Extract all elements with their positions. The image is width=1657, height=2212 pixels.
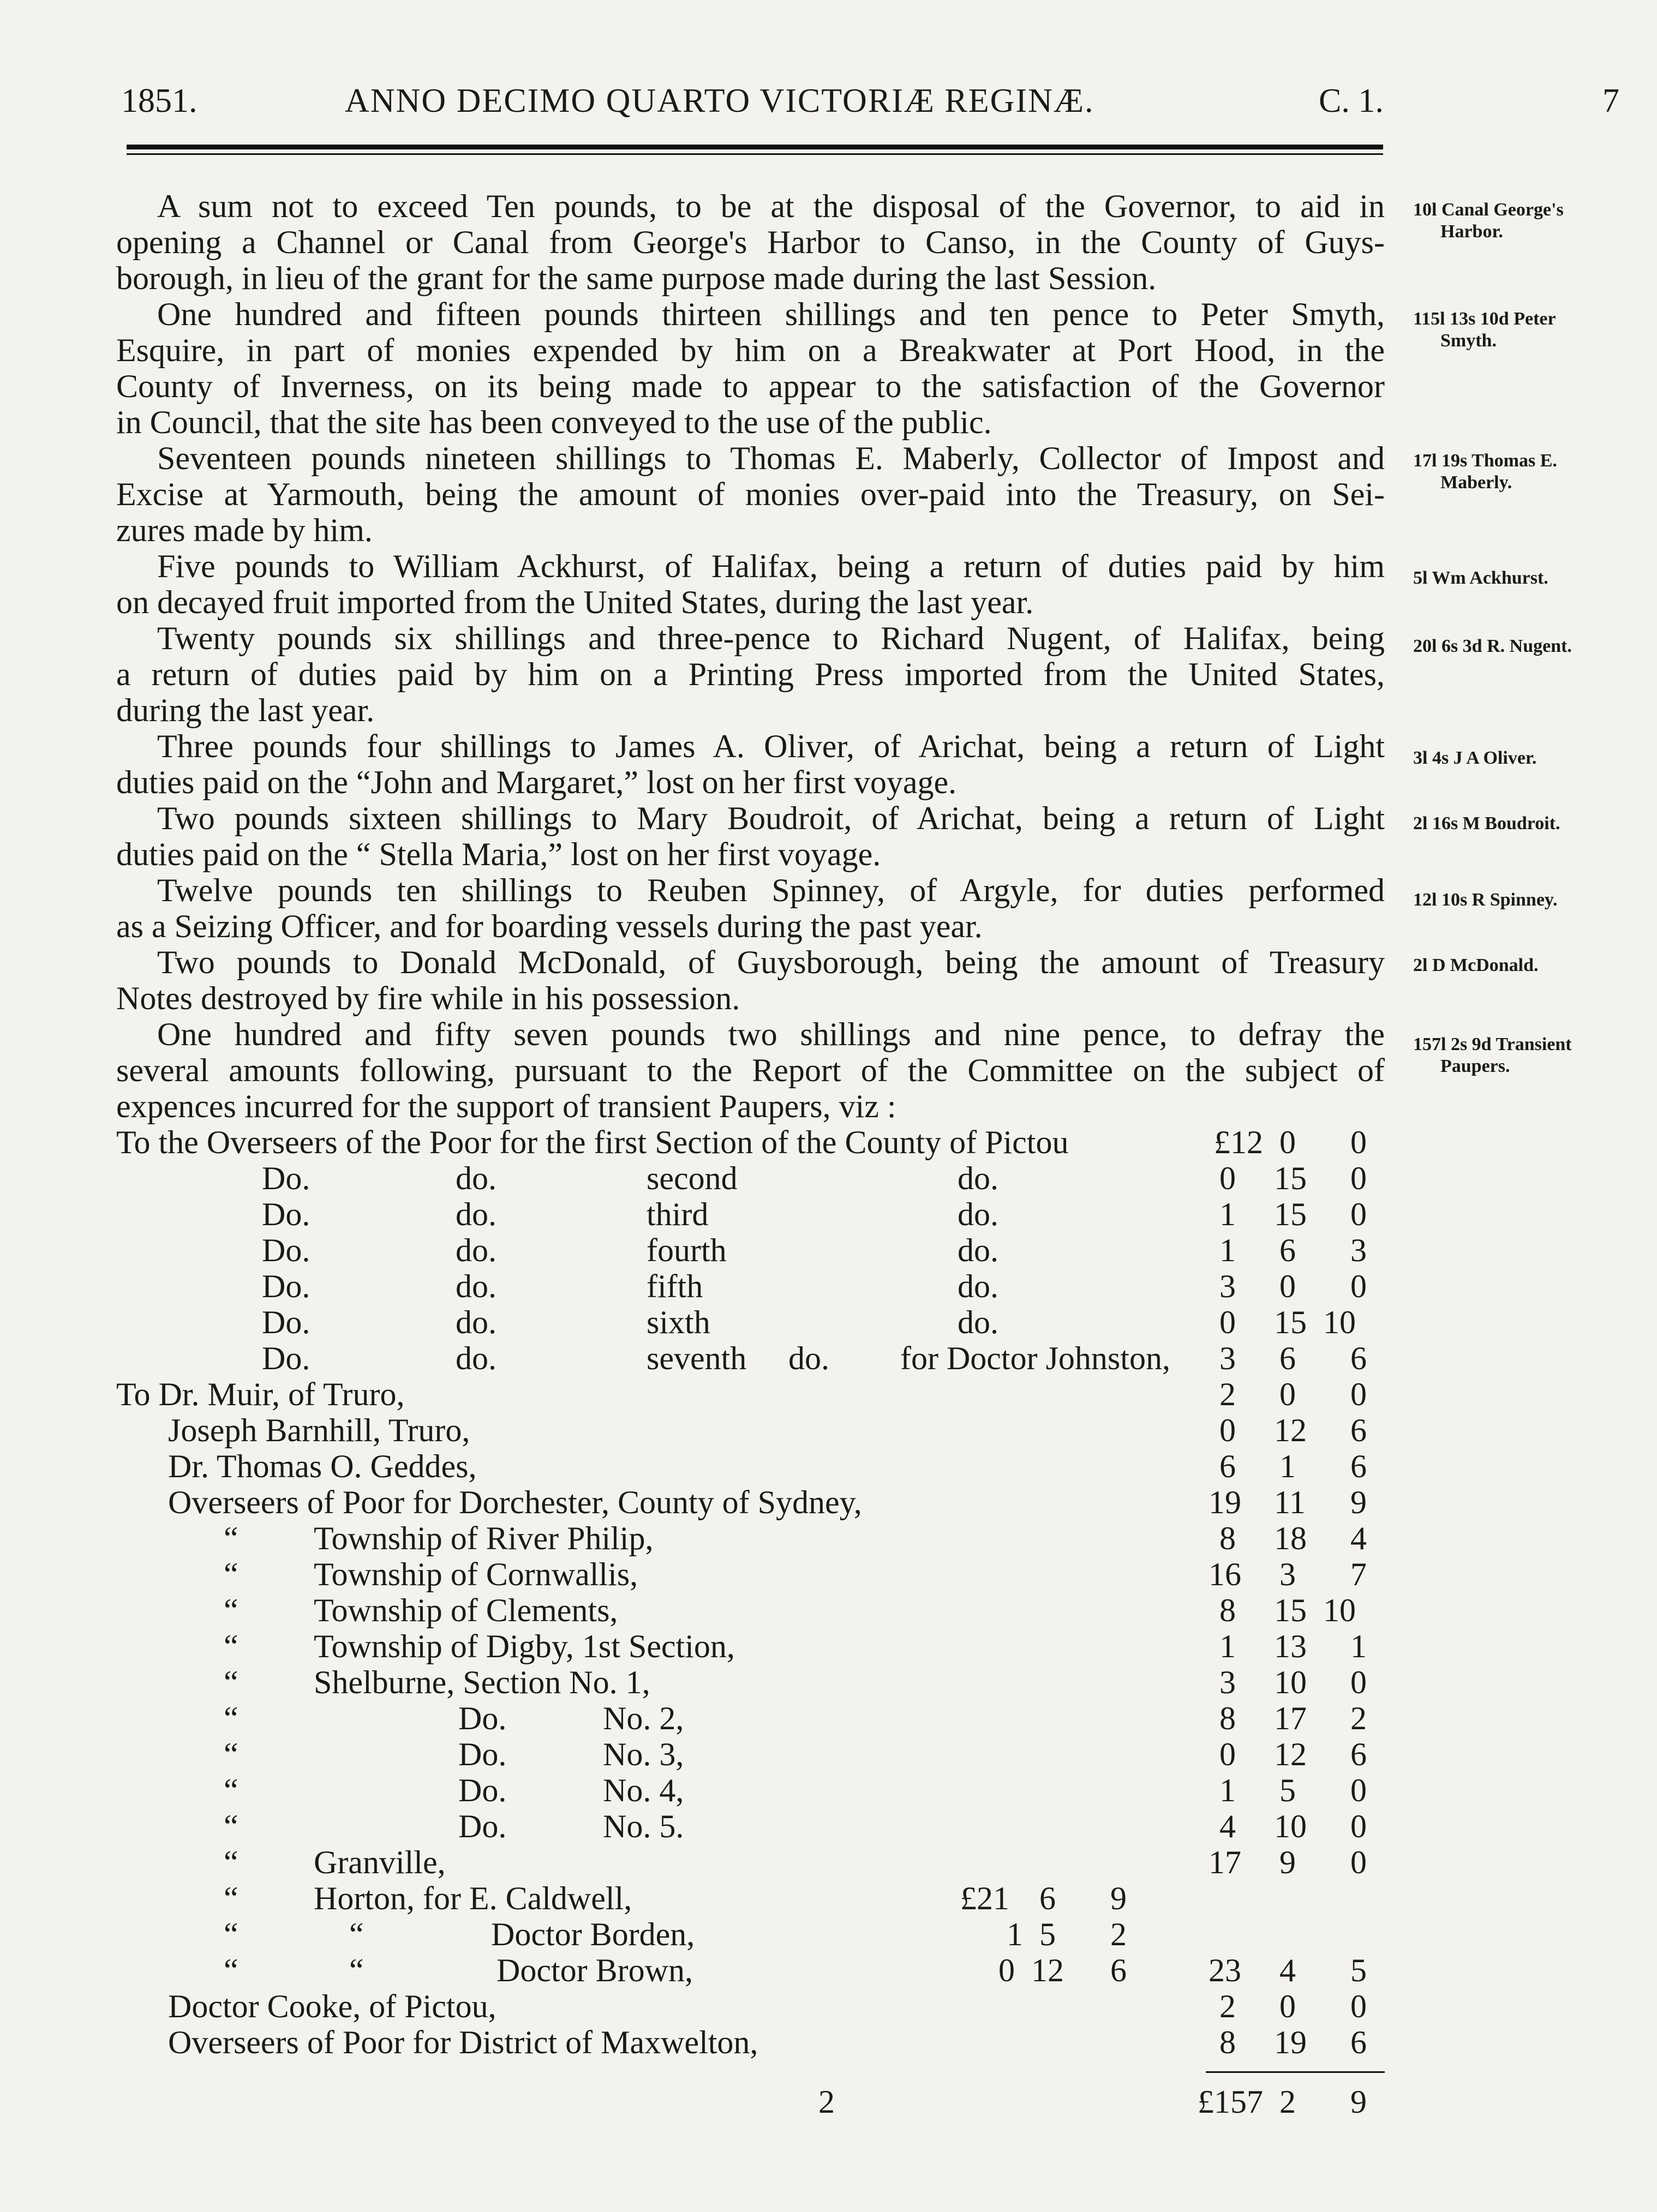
schedule-cell: 4 — [1219, 1808, 1236, 1844]
schedule-row — [0, 1916, 1657, 1952]
paragraph-line: One hundred and fifty seven pounds two shillings and nine pence, to defray the — [157, 1016, 1385, 1052]
margin-note — [1413, 747, 1653, 769]
schedule-cell: 1 — [1219, 1196, 1236, 1232]
schedule-cell: Township of Cornwallis, — [314, 1556, 638, 1592]
schedule-cell: No. 4, — [603, 1772, 684, 1808]
schedule-cell: 6 — [1350, 2024, 1367, 2060]
schedule-cell: 6 — [1279, 1232, 1296, 1268]
schedule-cell: 0 — [1350, 1124, 1367, 1160]
schedule-cell: 1 — [1279, 1448, 1296, 1484]
paragraph-line: Esquire, in part of monies expended by him on a Breakwater at Port Hood, in the — [116, 332, 1385, 368]
schedule-row — [0, 1304, 1657, 1340]
schedule-cell: do. — [788, 1340, 829, 1376]
paragraph — [116, 872, 1385, 944]
schedule-cell: 2 — [1219, 1988, 1236, 2024]
schedule-cell: Do. — [458, 1772, 507, 1808]
schedule-cell: Do. — [262, 1196, 310, 1232]
schedule-row — [0, 1520, 1657, 1556]
schedule-cell: “ — [224, 1520, 238, 1556]
schedule-cell: do. — [456, 1160, 496, 1196]
schedule-cell: Township of Digby, 1st Section, — [314, 1628, 735, 1664]
paragraph-line: Twelve pounds ten shillings to Reuben Spinney, of Argyle, for duties performed — [157, 872, 1385, 908]
schedule-cell: £21 — [960, 1880, 1009, 1916]
margin-note-line: 3l 4s J A Oliver. — [1413, 748, 1537, 768]
paragraph — [116, 1016, 1385, 1124]
schedule-cell: Township of Clements, — [314, 1592, 618, 1628]
schedule-cell: 6 — [1350, 1340, 1367, 1376]
schedule-cell: 0 — [1350, 1844, 1367, 1880]
schedule-cell: do. — [456, 1268, 496, 1304]
header-rule-thin — [127, 153, 1383, 155]
schedule-cell: Do. — [262, 1340, 310, 1376]
schedule-cell: Doctor Cooke, of Pictou, — [168, 1988, 496, 2024]
schedule-cell: 6 — [1279, 1340, 1296, 1376]
margin-note-line: 12l 10s R Spinney. — [1413, 890, 1558, 910]
schedule-cell: 0 — [1279, 1124, 1296, 1160]
schedule-cell: Doctor Borden, — [491, 1916, 695, 1952]
schedule-cell: 8 — [1219, 1700, 1236, 1736]
paragraph-line: Two pounds to Donald McDonald, of Guysborough, being the amount of Treasury — [157, 944, 1385, 980]
schedule-cell: Do. — [458, 1808, 507, 1844]
schedule-cell: Dr. Thomas O. Geddes, — [168, 1448, 477, 1484]
schedule-cell: 10 — [1274, 1664, 1307, 1700]
schedule-cell: 0 — [1279, 1988, 1296, 2024]
paragraph-line: Twenty pounds six shillings and three-pence to Richard Nugent, of Halifax, being — [157, 620, 1385, 656]
schedule-row — [0, 1988, 1657, 2024]
schedule-cell: 10 — [1274, 1808, 1307, 1844]
schedule-cell: 6 — [1350, 1736, 1367, 1772]
margin-note — [1413, 955, 1653, 976]
schedule-cell: 5 — [1350, 1952, 1367, 1988]
schedule-cell: 17 — [1274, 1700, 1307, 1736]
schedule-cell: 9 — [1279, 1844, 1296, 1880]
margin-note — [1413, 199, 1653, 243]
margin-note-line: 2l D McDonald. — [1413, 955, 1539, 975]
schedule-cell: 10 — [1323, 1592, 1356, 1628]
schedule-row — [0, 1340, 1657, 1376]
signature-mark: 2 — [818, 2084, 835, 2120]
schedule-cell: “ — [224, 1736, 238, 1772]
schedule-cell: 8 — [1219, 1592, 1236, 1628]
schedule-row — [0, 1124, 1657, 1160]
schedule-row — [0, 1664, 1657, 1700]
schedule-cell: 8 — [1219, 2024, 1236, 2060]
schedule-cell: 1 — [1007, 1916, 1023, 1952]
schedule-cell: £12 — [1214, 1124, 1263, 1160]
margin-note-line: Smyth. — [1440, 331, 1497, 351]
margin-note — [1413, 889, 1653, 911]
schedule-cell: Do. — [458, 1700, 507, 1736]
schedule-cell: “ — [349, 1916, 364, 1952]
schedule-cell: “ — [224, 1808, 238, 1844]
schedule-cell: No. 5. — [603, 1808, 684, 1844]
schedule-row — [0, 1844, 1657, 1880]
margin-note-line: 2l 16s M Boudroit. — [1413, 813, 1560, 834]
paragraph-line: expences incurred for the support of transient Paupers, viz : — [116, 1088, 896, 1124]
paragraph — [116, 800, 1385, 872]
total-pence: 9 — [1350, 2084, 1367, 2120]
schedule-cell: To the Overseers of the Poor for the first Section of the County of Pictou — [116, 1124, 1069, 1160]
schedule-cell: 5 — [1279, 1772, 1296, 1808]
schedule-cell: do. — [456, 1232, 496, 1268]
schedule-cell: 6 — [1219, 1448, 1236, 1484]
header-year: 1851. — [121, 82, 198, 119]
schedule-cell: 3 — [1219, 1340, 1236, 1376]
page-number: 7 — [1602, 82, 1619, 119]
schedule-cell: 0 — [1350, 1160, 1367, 1196]
schedule-cell: seventh — [647, 1340, 747, 1376]
schedule-cell: 0 — [1219, 1304, 1236, 1340]
paragraph-line: Excise at Yarmouth, being the amount of monies over-paid into the Treasury, on Sei- — [116, 476, 1385, 512]
schedule-cell: second — [647, 1160, 738, 1196]
schedule-cell: 0 — [1279, 1376, 1296, 1412]
schedule-cell: do. — [456, 1304, 496, 1340]
schedule-row — [0, 1160, 1657, 1196]
margin-note — [1413, 813, 1653, 835]
paragraph-line: during the last year. — [116, 692, 375, 728]
margin-note — [1413, 567, 1653, 589]
schedule-row — [0, 2024, 1657, 2060]
schedule-cell: 1 — [1219, 1232, 1236, 1268]
margin-note — [1413, 636, 1653, 657]
schedule-cell: do. — [958, 1268, 998, 1304]
schedule-cell: 0 — [998, 1952, 1015, 1988]
schedule-cell: “ — [224, 1772, 238, 1808]
schedule-cell: 17 — [1209, 1844, 1241, 1880]
schedule-cell: “ — [224, 1592, 238, 1628]
schedule-cell: 19 — [1274, 2024, 1307, 2060]
schedule-row — [0, 1484, 1657, 1520]
total-shillings: 2 — [1279, 2084, 1296, 2120]
schedule-cell: 3 — [1219, 1664, 1236, 1700]
total-rule — [1206, 2071, 1385, 2073]
schedule-cell: 15 — [1274, 1160, 1307, 1196]
paragraph — [116, 440, 1385, 548]
paragraph-line: several amounts following, pursuant to the Report of the Committee on the subject of — [116, 1052, 1385, 1088]
schedule-row — [0, 1556, 1657, 1592]
margin-note-line: Maberly. — [1440, 472, 1512, 493]
schedule-cell: 2 — [1219, 1376, 1236, 1412]
schedule-cell: 2 — [1350, 1700, 1367, 1736]
paragraph-line: A sum not to exceed Ten pounds, to be at the disposal of the Governor, to aid in — [157, 188, 1385, 224]
schedule-cell: 3 — [1350, 1232, 1367, 1268]
schedule-cell: third — [647, 1196, 709, 1232]
schedule-cell: 3 — [1219, 1268, 1236, 1304]
margin-note-line: 5l Wm Ackhurst. — [1413, 568, 1548, 588]
header-chapter: C. 1. — [1319, 82, 1384, 119]
schedule-row — [0, 1592, 1657, 1628]
paragraph — [116, 728, 1385, 800]
schedule-cell: 6 — [1110, 1952, 1127, 1988]
paragraph-line: duties paid on the “John and Margaret,” lost on her first voyage. — [116, 764, 957, 800]
schedule-cell: “ — [224, 1880, 238, 1916]
schedule-cell: 0 — [1219, 1736, 1236, 1772]
schedule-cell: “ — [224, 1664, 238, 1700]
paragraph-line: zures made by him. — [116, 512, 373, 548]
paragraph-line: as a Seizing Officer, and for boarding vessels during the past year. — [116, 908, 983, 944]
schedule-cell: “ — [224, 1628, 238, 1664]
paragraph-line: Two pounds sixteen shillings to Mary Boudroit, of Arichat, being a return of Light — [157, 800, 1385, 836]
total-pounds: £157 — [1198, 2084, 1263, 2120]
schedule-cell: 3 — [1279, 1556, 1296, 1592]
schedule-cell: sixth — [647, 1304, 710, 1340]
schedule-cell: do. — [456, 1340, 496, 1376]
schedule-cell: Do. — [262, 1160, 310, 1196]
schedule-row — [0, 1952, 1657, 1988]
schedule-row — [0, 1232, 1657, 1268]
schedule-cell: “ — [224, 1556, 238, 1592]
schedule-cell: Granville, — [314, 1844, 446, 1880]
schedule-cell: Shelburne, Section No. 1, — [314, 1664, 650, 1700]
paragraph-line: duties paid on the “ Stella Maria,” lost on her first voyage. — [116, 836, 881, 872]
paragraph-line: Five pounds to William Ackhurst, of Halifax, being a return of duties paid by him — [157, 548, 1385, 584]
schedule-cell: 4 — [1350, 1520, 1367, 1556]
schedule-cell: 5 — [1039, 1916, 1056, 1952]
margin-note-line: 17l 19s Thomas E. — [1413, 451, 1557, 471]
schedule-cell: Do. — [262, 1304, 310, 1340]
paragraph — [116, 548, 1385, 620]
schedule-cell: Do. — [262, 1268, 310, 1304]
paragraph-line: borough, in lieu of the grant for the same purpose made during the last Session. — [116, 260, 1157, 296]
schedule-cell: 0 — [1219, 1160, 1236, 1196]
schedule-row — [0, 1736, 1657, 1772]
schedule-row — [0, 1628, 1657, 1664]
schedule-row — [0, 1880, 1657, 1916]
schedule-row — [0, 1196, 1657, 1232]
schedule-cell: 7 — [1350, 1556, 1367, 1592]
schedule-cell: Overseers of Poor for District of Maxwelton, — [168, 2024, 758, 2060]
paragraph-line: a return of duties paid by him on a Printing Press imported from the United States, — [116, 656, 1385, 692]
schedule-cell: Overseers of Poor for Dorchester, County of Sydney, — [168, 1484, 862, 1520]
schedule-cell: “ — [224, 1700, 238, 1736]
schedule-cell: fourth — [647, 1232, 727, 1268]
schedule-cell: 0 — [1350, 1988, 1367, 2024]
header-title: ANNO DECIMO QUARTO VICTORIÆ REGINÆ. — [345, 82, 1094, 119]
schedule-cell: 2 — [1110, 1916, 1127, 1952]
schedule-cell: 0 — [1350, 1808, 1367, 1844]
schedule-cell: Do. — [458, 1736, 507, 1772]
margin-note-line: 157l 2s 9d Transient — [1413, 1034, 1572, 1054]
paragraph — [116, 944, 1385, 1016]
schedule-cell: 0 — [1350, 1772, 1367, 1808]
margin-note — [1413, 308, 1653, 352]
schedule-cell: 1 — [1219, 1628, 1236, 1664]
schedule-cell: 23 — [1209, 1952, 1241, 1988]
schedule-row — [0, 1772, 1657, 1808]
schedule-cell: 1 — [1219, 1772, 1236, 1808]
schedule-cell: 11 — [1274, 1484, 1306, 1520]
schedule-cell: 0 — [1279, 1268, 1296, 1304]
schedule-cell: do. — [958, 1160, 998, 1196]
schedule-cell: Horton, for E. Caldwell, — [314, 1880, 632, 1916]
schedule-cell: do. — [958, 1232, 998, 1268]
margin-note-line: 115l 13s 10d Peter — [1413, 309, 1556, 329]
schedule-cell: 9 — [1110, 1880, 1127, 1916]
schedule-cell: Do. — [262, 1232, 310, 1268]
schedule-cell: 1 — [1350, 1628, 1367, 1664]
paragraph — [116, 296, 1385, 440]
schedule-cell: To Dr. Muir, of Truro, — [116, 1376, 405, 1412]
paragraph-line: opening a Channel or Canal from George's Harbor to Canso, in the County of Guys- — [116, 224, 1385, 260]
schedule-cell: 0 — [1350, 1376, 1367, 1412]
schedule-cell: 18 — [1274, 1520, 1307, 1556]
schedule-cell: 0 — [1219, 1412, 1236, 1448]
paragraph — [116, 188, 1385, 296]
margin-note-line: 10l Canal George's — [1413, 200, 1564, 220]
schedule-cell: 4 — [1279, 1952, 1296, 1988]
schedule-cell: 6 — [1039, 1880, 1056, 1916]
schedule-cell: 15 — [1274, 1592, 1307, 1628]
schedule-cell: No. 3, — [603, 1736, 684, 1772]
schedule-cell: Joseph Barnhill, Truro, — [168, 1412, 470, 1448]
schedule-cell: 12 — [1031, 1952, 1064, 1988]
schedule-cell: Doctor Brown, — [496, 1952, 693, 1988]
schedule-row — [0, 1808, 1657, 1844]
margin-note — [1413, 1034, 1653, 1077]
margin-note — [1413, 450, 1653, 494]
margin-note-line: Paupers. — [1440, 1056, 1510, 1076]
schedule-cell: fifth — [647, 1268, 703, 1304]
schedule-cell: 13 — [1274, 1628, 1307, 1664]
paragraph-line: on decayed fruit imported from the United States, during the last year. — [116, 584, 1034, 620]
schedule-cell: Township of River Philip, — [314, 1520, 654, 1556]
paragraph-line: One hundred and fifteen pounds thirteen shillings and ten pence to Peter Smyth, — [157, 296, 1385, 332]
schedule-cell: for Doctor Johnston, — [900, 1340, 1170, 1376]
schedule-cell: No. 2, — [603, 1700, 684, 1736]
schedule-cell: “ — [224, 1844, 238, 1880]
schedule-cell: do. — [958, 1304, 998, 1340]
margin-note-line: 20l 6s 3d R. Nugent. — [1413, 636, 1572, 656]
schedule-cell: 9 — [1350, 1484, 1367, 1520]
schedule-cell: 15 — [1274, 1304, 1307, 1340]
paragraph-line: Three pounds four shillings to James A. Oliver, of Arichat, being a return of Light — [157, 728, 1385, 764]
schedule-cell: 0 — [1350, 1664, 1367, 1700]
schedule-row — [0, 1700, 1657, 1736]
schedule-cell: 6 — [1350, 1448, 1367, 1484]
schedule-row — [0, 1412, 1657, 1448]
schedule-cell: “ — [224, 1952, 238, 1988]
schedule-cell: 12 — [1274, 1736, 1307, 1772]
paragraph-line: in Council, that the site has been conveyed to the use of the public. — [116, 404, 992, 440]
schedule-row — [0, 1268, 1657, 1304]
schedule-cell: 12 — [1274, 1412, 1307, 1448]
header-rule-thick — [127, 145, 1383, 149]
paragraph-line: Seventeen pounds nineteen shillings to Thomas E. Maberly, Collector of Impost and — [157, 440, 1385, 476]
schedule-cell: 0 — [1350, 1268, 1367, 1304]
schedule-cell: do. — [456, 1196, 496, 1232]
schedule-cell: 8 — [1219, 1520, 1236, 1556]
schedule-row — [0, 1376, 1657, 1412]
schedule-cell: 19 — [1209, 1484, 1241, 1520]
paragraph-line: Notes destroyed by fire while in his possession. — [116, 980, 740, 1016]
schedule-cell: do. — [958, 1196, 998, 1232]
schedule-cell: 16 — [1209, 1556, 1241, 1592]
margin-note-line: Harbor. — [1440, 221, 1503, 242]
paragraph — [116, 620, 1385, 728]
schedule-cell: 6 — [1350, 1412, 1367, 1448]
schedule-cell: 0 — [1350, 1196, 1367, 1232]
paragraph-line: County of Inverness, on its being made to appear to the satisfaction of the Governor — [116, 368, 1385, 404]
schedule-cell: 15 — [1274, 1196, 1307, 1232]
schedule-cell: “ — [349, 1952, 364, 1988]
schedule-cell: “ — [224, 1916, 238, 1952]
schedule-cell: 10 — [1323, 1304, 1356, 1340]
schedule-row — [0, 1448, 1657, 1484]
